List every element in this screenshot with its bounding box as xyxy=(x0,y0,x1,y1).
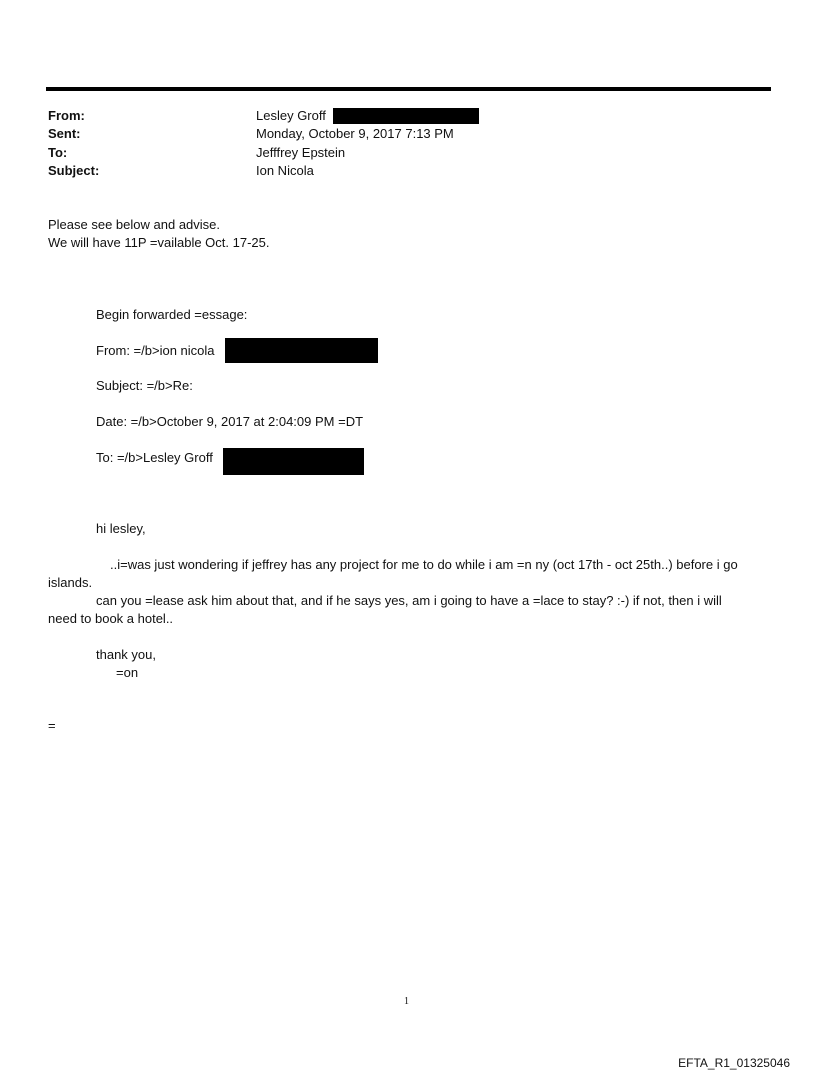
to-label: To: xyxy=(48,145,68,160)
subject-label: Subject: xyxy=(48,163,100,178)
forwarded-date-line: Date: =/b>October 9, 2017 at 2:04:09 PM =DT xyxy=(96,414,364,429)
redaction-box xyxy=(223,448,364,475)
page-number: 1 xyxy=(404,996,409,1007)
message-closing: thank you, xyxy=(96,647,156,662)
intro-line-2: We will have 11P =vailable Oct. 17-25. xyxy=(48,235,270,250)
from-label: From: xyxy=(48,108,85,123)
redaction-box xyxy=(333,108,479,124)
sent-label: Sent: xyxy=(48,126,81,141)
message-para1-line2: islands. xyxy=(48,575,93,590)
message-greeting: hi lesley, xyxy=(96,521,146,536)
subject-value: Ion Nicola xyxy=(256,163,314,178)
message-para2-line1: can you =lease ask him about that, and if he says yes, am i going to have a =lace to stay? :-) if not, then i will xyxy=(96,593,722,608)
forwarded-subject-line: Subject: =/b>Re: xyxy=(96,378,193,393)
to-value: Jefffrey Epstein xyxy=(256,145,346,160)
redaction-box xyxy=(225,338,378,363)
message-para1-line1: ..i=was just wondering if jeffrey has any project for me to do while i am =n ny (oct 17th - oct 25th..) before i go xyxy=(110,557,738,572)
sent-value: Monday, October 9, 2017 7:13 PM xyxy=(256,126,454,141)
intro-line-1: Please see below and advise. xyxy=(48,217,221,232)
header-rule xyxy=(46,87,771,91)
message-para2-line2: need to book a hotel.. xyxy=(48,611,174,626)
document-id: EFTA_R1_01325046 xyxy=(678,1056,790,1070)
trailing-mark: = xyxy=(48,718,56,733)
message-signature: =on xyxy=(116,665,139,680)
forwarded-heading: Begin forwarded =essage: xyxy=(96,307,248,322)
forwarded-from-line: From: =/b>ion nicola xyxy=(96,343,215,358)
from-value: Lesley Groff xyxy=(256,108,326,123)
forwarded-to-line: To: =/b>Lesley Groff xyxy=(96,450,213,465)
